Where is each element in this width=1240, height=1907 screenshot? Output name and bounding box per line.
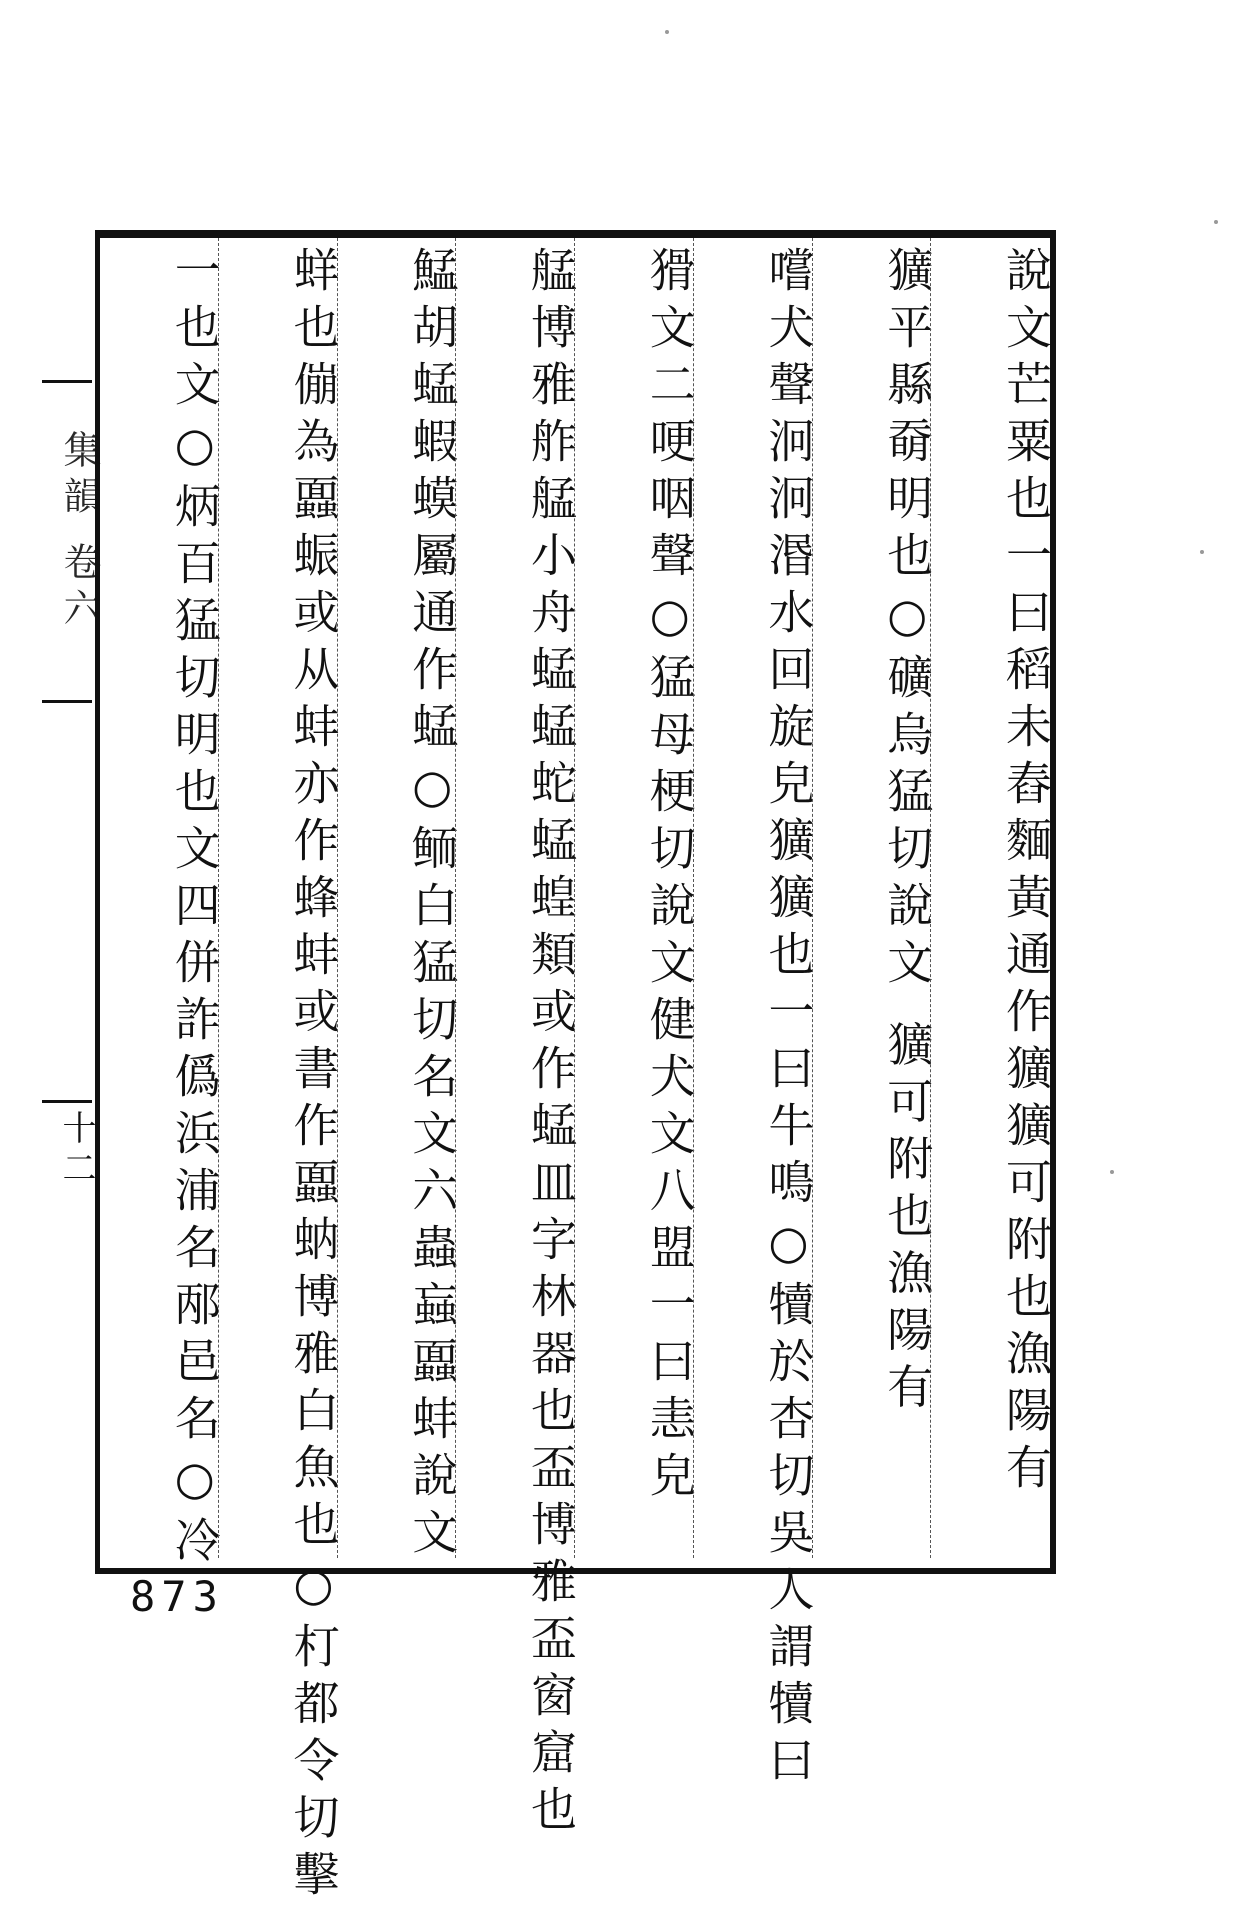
margin-strip xyxy=(40,260,101,1560)
column-text: 艋博雅舴艋小舟蜢蜢蛇蜢蝗類或作蜢皿字林器也盃博雅盃窗窟也 xyxy=(524,246,578,1842)
column-text: 蛘也傰為蠠蜄或从蚌亦作蜂蚌或書作蠠蚋博雅白魚也○朾都令切擊 xyxy=(286,246,341,1907)
text-column xyxy=(100,238,222,1573)
column-text: 說文芒粟也一曰稻未舂麵黃通作獷獷可附也漁陽有 xyxy=(999,246,1053,1500)
column-text: 獷平縣奣明也○礦烏猛切說文 獷可附也漁陽有 xyxy=(880,246,935,1420)
page-number: 873 xyxy=(130,1572,224,1621)
scan-speck xyxy=(1214,220,1218,224)
margin-rule-lower xyxy=(42,1100,92,1103)
scan-speck xyxy=(1200,550,1204,554)
text-column xyxy=(218,238,341,1907)
column-text: 鯭胡蜢蝦蟆屬通作蜢○鲕白猛切名文六蟲蝱蠠蚌說文 xyxy=(405,246,460,1565)
margin-rule-top xyxy=(42,380,92,383)
scan-speck xyxy=(1110,1170,1114,1174)
margin-folio: 十二 xyxy=(56,1110,96,1190)
text-column xyxy=(693,238,816,1793)
scan-speck xyxy=(665,30,669,34)
margin-rule-middle xyxy=(42,700,92,703)
text-column xyxy=(574,238,697,1558)
margin-title: 集韻 卷六 xyxy=(57,430,101,635)
text-column xyxy=(337,238,460,1565)
text-column xyxy=(930,238,1053,1558)
column-text: 一也文○炳百猛切明也文四併詐僞浜浦名邴邑名○冷 xyxy=(167,246,222,1573)
column-text: 嚐犬聲泂泂湣水回旋皃獷獷也一曰牛鳴○犢於杏切吳人謂犢曰 xyxy=(761,246,816,1793)
text-column xyxy=(812,238,935,1558)
column-text: 猾文二哽咽聲○猛母梗切說文健犬文八盟一曰恚皃 xyxy=(642,246,697,1508)
text-column xyxy=(455,238,578,1842)
